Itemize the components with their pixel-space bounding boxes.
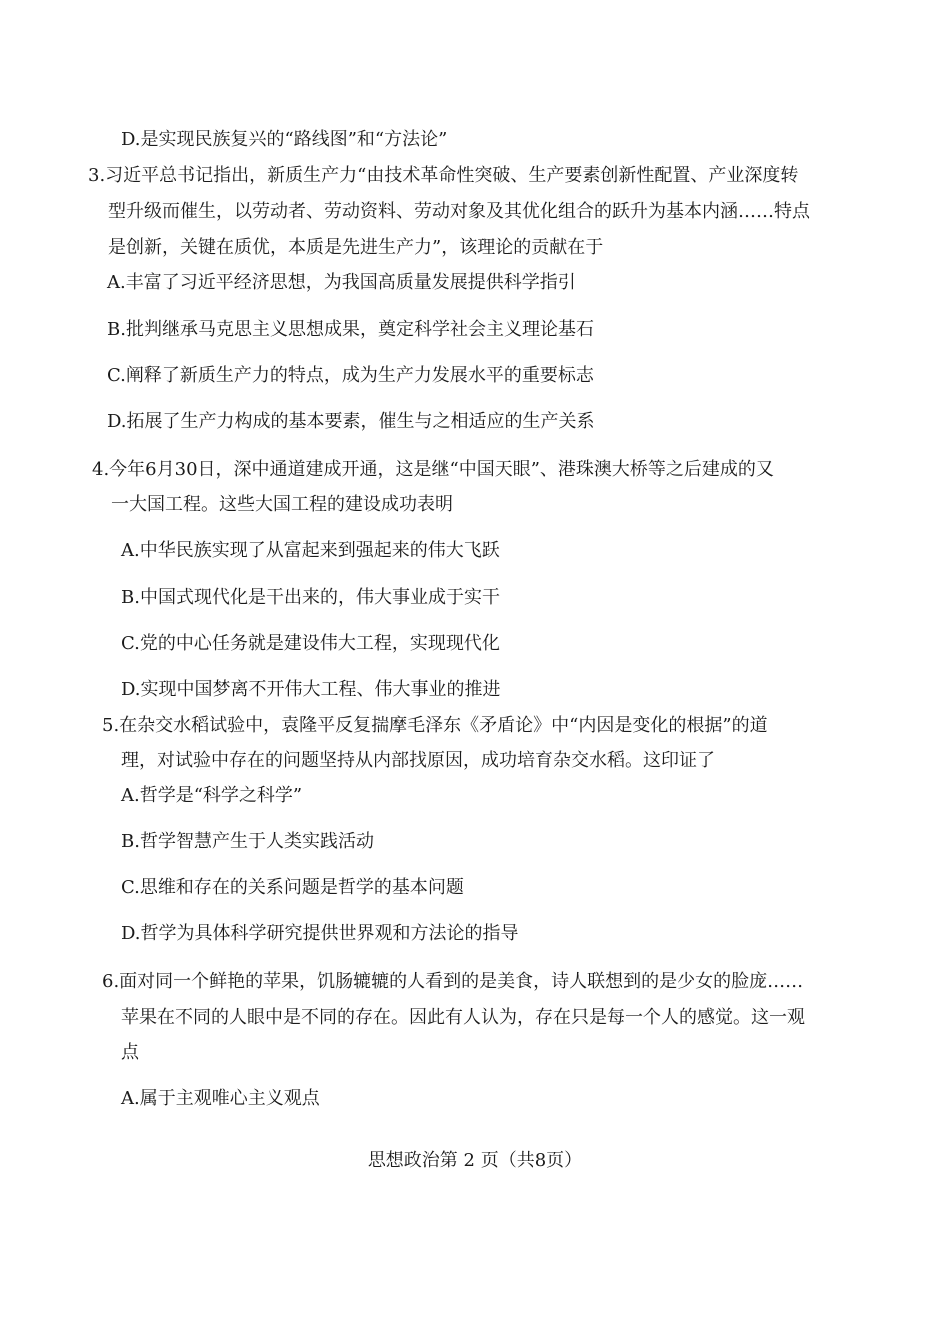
q5-option-b: B.哲学智慧产生于人类实践活动 bbox=[121, 831, 374, 852]
q4-stem-line-1: 4.今年6月30日，深中通道建成开通，这是继“中国天眼”、港珠澳大桥等之后建成的又 bbox=[92, 459, 774, 480]
q3-stem-line-3: 是创新，关键在质优，本质是先进生产力”，该理论的贡献在于 bbox=[108, 237, 604, 258]
q6-option-a: A.属于主观唯心主义观点 bbox=[121, 1088, 320, 1109]
q5-stem-line-1: 5.在杂交水稻试验中，袁隆平反复揣摩毛泽东《矛盾论》中“内因是变化的根据”的道 bbox=[102, 715, 768, 736]
q6-stem-line-3: 点 bbox=[121, 1042, 139, 1063]
q6-stem-line-1: 6.面对同一个鲜艳的苹果，饥肠辘辘的人看到的是美食，诗人联想到的是少女的脸庞…… bbox=[102, 971, 804, 992]
q4-option-a: A.中华民族实现了从富起来到强起来的伟大飞跃 bbox=[121, 540, 500, 561]
q4-option-d: D.实现中国梦离不开伟大工程、伟大事业的推进 bbox=[121, 679, 501, 700]
q3-stem-line-1: 3.习近平总书记指出，新质生产力“由技术革命性突破、生产要素创新性配置、产业深度转 bbox=[88, 165, 799, 186]
q4-option-b: B.中国式现代化是干出来的，伟大事业成于实干 bbox=[121, 587, 500, 608]
q3-option-c: C.阐释了新质生产力的特点，成为生产力发展水平的重要标志 bbox=[107, 365, 594, 386]
q5-stem-line-2: 理，对试验中存在的问题坚持从内部找原因，成功培育杂交水稻。这印证了 bbox=[121, 750, 715, 771]
q5-option-d: D.哲学为具体科学研究提供世界观和方法论的指导 bbox=[121, 923, 519, 944]
q5-option-c: C.思维和存在的关系问题是哲学的基本问题 bbox=[121, 877, 464, 898]
q3-option-a: A.丰富了习近平经济思想，为我国高质量发展提供科学指引 bbox=[107, 272, 576, 293]
q4-stem-line-2: 一大国工程。这些大国工程的建设成功表明 bbox=[111, 494, 453, 515]
q4-option-c: C.党的中心任务就是建设伟大工程，实现现代化 bbox=[121, 633, 500, 654]
q5-option-a: A.哲学是“科学之科学” bbox=[121, 785, 303, 806]
q6-stem-line-2: 苹果在不同的人眼中是不同的存在。因此有人认为，存在只是每一个人的感觉。这一观 bbox=[121, 1007, 805, 1028]
q2-option-d: D.是实现民族复兴的“路线图”和“方法论” bbox=[121, 129, 448, 150]
q3-option-b: B.批判继承马克思主义思想成果，奠定科学社会主义理论基石 bbox=[107, 319, 594, 340]
q3-option-d: D.拓展了生产力构成的基本要素，催生与之相适应的生产关系 bbox=[107, 411, 595, 432]
q3-stem-line-2: 型升级而催生，以劳动者、劳动资料、劳动对象及其优化组合的跃升为基本内涵……特点 bbox=[108, 201, 810, 222]
page-footer: 思想政治第 2 页（共8页） bbox=[367, 1150, 583, 1171]
